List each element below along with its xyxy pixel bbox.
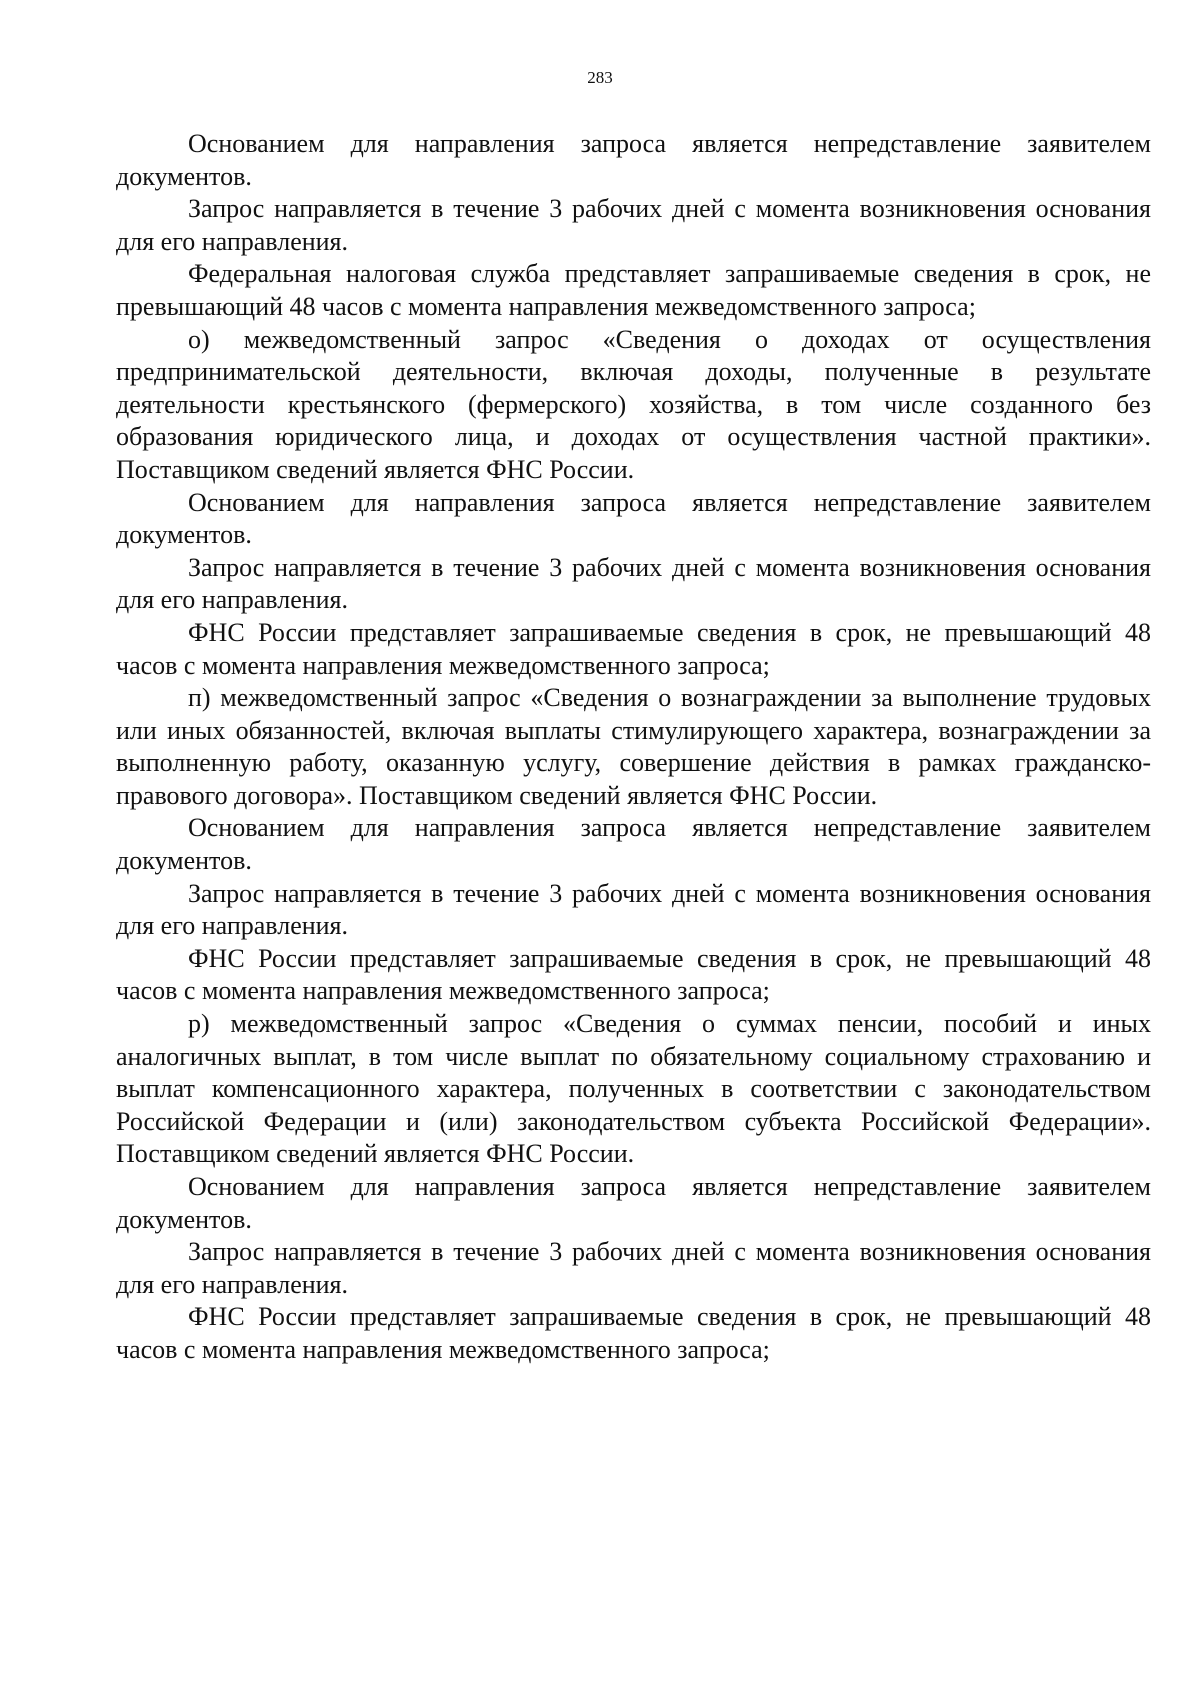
- paragraph-item-o: о) межведомственный запрос «Сведения о доходах от осуществления предпринимательской деятельности, включая доходы, полученные в результате деятельности крестьянского (фермерского) хозяйства, в том числе созданного без образования юридического лица, и доходах от осуществления частной практики». Поставщиком сведений является ФНС России.: [116, 324, 1151, 484]
- paragraph: ФНС России представляет запрашиваемые сведения в срок, не превышающий 48 часов с момента направления межведомственного запроса;: [116, 617, 1151, 680]
- paragraph: Основанием для направления запроса является непредставление заявителем документов.: [116, 813, 1151, 876]
- page-number: 283: [587, 68, 613, 87]
- paragraph: Федеральная налоговая служба представляет запрашиваемые сведения в срок, не превышающий 48 часов с момента направления межведомственного запроса;: [116, 259, 1151, 321]
- paragraph: Запрос направляется в течение 3 рабочих дней с момента возникновения основания для его направления.: [116, 878, 1151, 941]
- paragraph: Запрос направляется в течение 3 рабочих дней с момента возникновения основания для его направления.: [116, 194, 1151, 256]
- paragraph: ФНС России представляет запрашиваемые сведения в срок, не превышающий 48 часов с момента направления межведомственного запроса;: [116, 1302, 1151, 1364]
- paragraph: Запрос направляется в течение 3 рабочих дней с момента возникновения основания для его направления.: [116, 1237, 1151, 1299]
- paragraph-item-p: п) межведомственный запрос «Сведения о вознаграждении за выполнение трудовых или иных обязанностей, включая выплаты стимулирующего характера, вознаграждении за выполненную работу, оказанную услугу, совершение действия в рамках гражданско-правового договора». Поставщиком сведений является ФНС России.: [116, 683, 1151, 810]
- paragraph: Основанием для направления запроса является непредставление заявителем документов.: [116, 487, 1151, 550]
- paragraph: ФНС России представляет запрашиваемые сведения в срок, не превышающий 48 часов с момента направления межведомственного запроса;: [116, 943, 1151, 1006]
- paragraph: Запрос направляется в течение 3 рабочих дней с момента возникновения основания для его направления.: [116, 552, 1151, 615]
- paragraph: Основанием для направления запроса является непредставление заявителем документов.: [116, 1172, 1151, 1234]
- document-body: [116, 128, 1151, 1367]
- paragraph: Основанием для направления запроса является непредставление заявителем документов.: [116, 129, 1151, 191]
- paragraph-item-r: р) межведомственный запрос «Сведения о суммах пенсии, пособий и иных аналогичных выплат, в том числе выплат по обязательному социальному страхованию и выплат компенсационного характера, полученных в соответствии с законодательством Российской Федерации и (или) законодательством субъекта Российской Федерации». Поставщиком сведений является ФНС России.: [116, 1009, 1151, 1169]
